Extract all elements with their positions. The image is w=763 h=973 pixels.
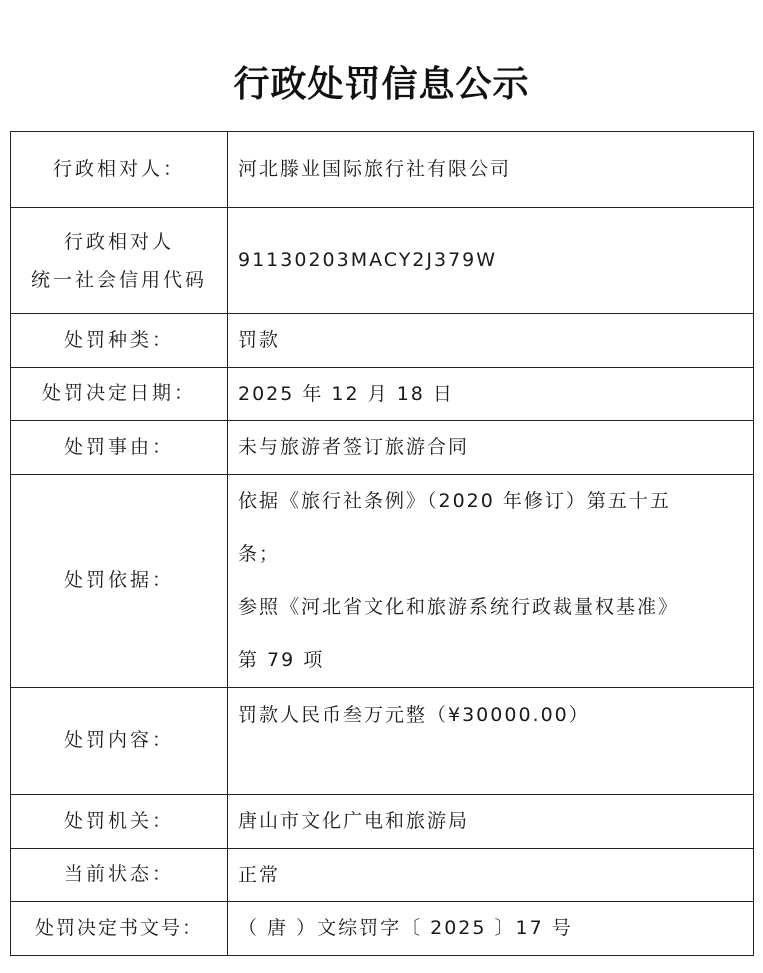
label-type: 处罚种类： xyxy=(11,314,228,368)
value-status: 正常 xyxy=(228,849,754,902)
basis-line-2: 条； xyxy=(238,543,281,565)
value-party: 河北滕业国际旅行社有限公司 xyxy=(228,132,754,208)
page-title: 行政处罚信息公示 xyxy=(233,64,530,105)
label-credit-code-line2: 统一社会信用代码 xyxy=(30,268,207,291)
value-credit-code: 91130203MACY2J379W xyxy=(228,208,754,314)
table-row-party xyxy=(11,132,754,208)
value-date: 2025 年 12 月 18 日 xyxy=(228,368,754,421)
basis-line-3: 参照《河北省文化和旅游系统行政裁量权基准》 xyxy=(238,596,680,618)
value-type: 罚款 xyxy=(228,314,754,368)
value-content: 罚款人民币叁万元整（¥30000.00） xyxy=(228,688,754,795)
table-row-document-number xyxy=(11,902,754,956)
basis-line-1: 依据《旅行社条例》（2020 年修订）第五十五 xyxy=(238,490,671,512)
label-reason: 处罚事由： xyxy=(11,421,228,475)
table-row-type xyxy=(11,314,754,368)
label-status: 当前状态： xyxy=(11,849,228,902)
label-basis: 处罚依据： xyxy=(11,475,228,688)
table-row-basis xyxy=(11,475,754,688)
label-authority: 处罚机关： xyxy=(11,795,228,849)
label-credit-code-line1: 行政相对人 xyxy=(63,230,174,253)
penalty-info-table xyxy=(10,131,754,956)
basis-line-4: 第 79 项 xyxy=(238,649,325,671)
label-document-number: 处罚决定书文号： xyxy=(11,902,228,956)
table-row-status xyxy=(11,849,754,902)
table-row-credit-code xyxy=(11,208,754,314)
label-party: 行政相对人： xyxy=(11,132,228,208)
value-basis xyxy=(228,475,754,688)
table-row-content xyxy=(11,688,754,795)
label-content: 处罚内容： xyxy=(11,688,228,795)
table-row-date xyxy=(11,368,754,421)
value-reason: 未与旅游者签订旅游合同 xyxy=(228,421,754,475)
label-date: 处罚决定日期： xyxy=(11,368,228,421)
value-authority: 唐山市文化广电和旅游局 xyxy=(228,795,754,849)
value-document-number: （ 唐 ）文综罚字〔 2025 〕17 号 xyxy=(228,902,754,956)
table-row-reason xyxy=(11,421,754,475)
table-row-authority xyxy=(11,795,754,849)
label-credit-code xyxy=(11,208,228,314)
